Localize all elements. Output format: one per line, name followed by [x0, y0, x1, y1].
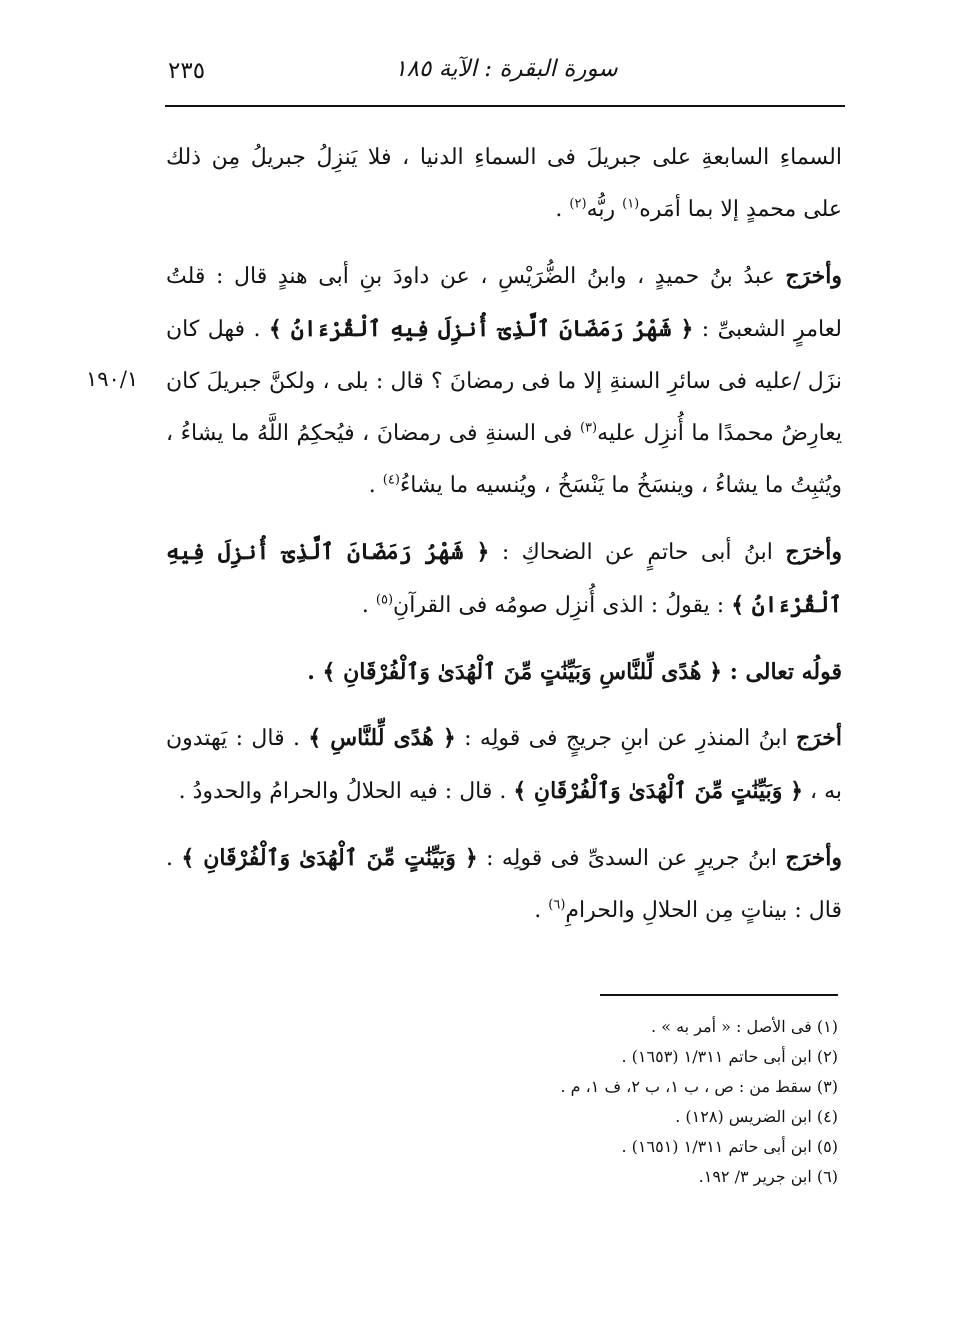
paragraph-text: ابنُ جريرٍ عن السدىِّ فى قولِه :	[477, 846, 786, 871]
quran-quote: ﴿ شَهْرُ رَمَضَانَ ٱلَّذِىٓ أُنزِلَ فِيهِ ٱلْقُرْءَانُ ﴾	[268, 316, 694, 342]
paragraph-text: .	[368, 473, 383, 498]
quran-quote: ﴿ وَبَيِّنَٰتٍ مِّنَ ٱلْهُدَىٰ وَٱلْفُرْقَانِ ﴾	[181, 845, 478, 871]
quran-quote: ﴿ شَهْرُ رَمَضَانَ ٱلَّذِىٓ أُنزِلَ فِيهِ ٱلْقُرْءَانُ ﴾	[166, 539, 842, 618]
paragraph-text: ربُّه	[586, 197, 623, 222]
footnote: (٥) ابن أبى حاتم ١/٣١١ (١٦٥١) .	[621, 1137, 838, 1156]
footnote: (٢) ابن أبى حاتم ١/٣١١ (١٦٥٣) .	[621, 1047, 838, 1066]
paragraph-text: . قال : يَهتدون به ،	[166, 726, 842, 804]
paragraph-lead: وأخرَج	[785, 539, 843, 565]
paragraph-text: عبدُ بنُ حميدٍ ، وابنُ الضُّرَيْسِ ، عن داودَ بنِ أبى هندٍ قال : قلتُ لعامرٍ الشعبىِّ :	[166, 264, 842, 342]
page-header	[168, 52, 844, 96]
paragraph-lead: وأخرَج	[785, 845, 842, 871]
paragraph-text: .	[534, 898, 549, 923]
paragraph-lead: أخرَج	[795, 725, 842, 751]
paragraph-text: .	[361, 593, 376, 618]
paragraph-text: ابنُ أبى حاتمٍ عن الضحاكِ :	[489, 540, 786, 565]
paragraph-text: .	[307, 659, 323, 685]
paragraph-lead: قولُه تعالى :	[722, 659, 842, 685]
paragraph	[166, 250, 842, 512]
footnote: (١) فى الأصل : « أمر به » .	[651, 1017, 838, 1036]
footnotes	[400, 1012, 838, 1192]
footnote-ref: (٢)	[569, 196, 587, 212]
footnote-ref: (١)	[622, 196, 640, 212]
footnote-ref: (٥)	[375, 592, 394, 608]
footnote-ref: (٤)	[382, 472, 400, 488]
margin-reference: ١٩٠/١	[86, 367, 139, 391]
paragraph-text: السماءِ السابعةِ على جبريلَ فى السماءِ الدنيا ، فلا يَنزِلُ جبريلُ مِن ذلك على محمدٍ إلا بما أمَره	[166, 145, 842, 222]
verse-heading	[166, 646, 842, 698]
page-number: ٢٣٥	[168, 58, 206, 84]
quran-quote: ﴿ وَبَيِّنَٰتٍ مِّنَ ٱلْهُدَىٰ وَٱلْفُرْقَانِ ﴾	[513, 778, 803, 804]
paragraph-text: ابنُ المنذرِ عن ابنِ جريجٍ فى قولِه :	[455, 726, 796, 751]
paragraph	[166, 712, 842, 818]
paragraph-text: فى السنةِ فى رمضانَ ، فيُحكِمُ اللَّهُ ما يشاءُ ، ويُثبِتُ ما يشاءُ ، وينسَخُ ما يَنْسَخُ ، ويُنسيه ما يشاءُ	[166, 421, 842, 498]
paragraph	[166, 832, 842, 937]
paragraph	[166, 526, 842, 632]
paragraph-text: .	[555, 197, 570, 222]
quran-quote: ﴿ هُدًى لِّلنَّاسِ ﴾	[308, 725, 456, 751]
footnote: (٤) ابن الضريس (١٢٨) .	[675, 1107, 838, 1126]
paragraph-lead: وأخرَج	[785, 263, 842, 289]
main-text	[166, 132, 842, 951]
footnote: (٣) سقط من : ص ، ب ١، ب ٢، ف ١، م .	[560, 1077, 838, 1096]
running-title: سورة البقرة : الآية ١٨٥	[394, 56, 618, 82]
paragraph-text: . قال : فيه الحلالُ والحرامُ والحدودُ .	[178, 779, 514, 804]
quran-quote: ﴿ هُدًى لِّلنَّاسِ وَبَيِّنَٰتٍ مِّنَ ٱلْهُدَىٰ وَٱلْفُرْقَانِ ﴾	[322, 659, 723, 685]
header-rule	[165, 105, 845, 107]
paragraph	[166, 132, 842, 236]
paragraph-text: . فهل كان نزَل /عليه فى سائرِ السنةِ إلا ما فى رمضانَ ؟ قال : بلى ، ولكنَّ جبريلَ كان يعارِضُ محمدًا ما أُنزِل عليه	[166, 317, 843, 446]
footnote-rule	[600, 994, 838, 996]
footnote-ref: (٦)	[548, 897, 566, 913]
paragraph-text: . قال : بيناتٍ مِن الحلالِ والحرامِ	[166, 846, 842, 923]
footnote: (٦) ابن جرير ٣/ ١٩٢.	[698, 1167, 838, 1186]
footnote-ref: (٣)	[579, 420, 598, 436]
paragraph-text: : يقولُ : الذى أُنزِل صومُه فى القرآنِ	[393, 593, 732, 618]
